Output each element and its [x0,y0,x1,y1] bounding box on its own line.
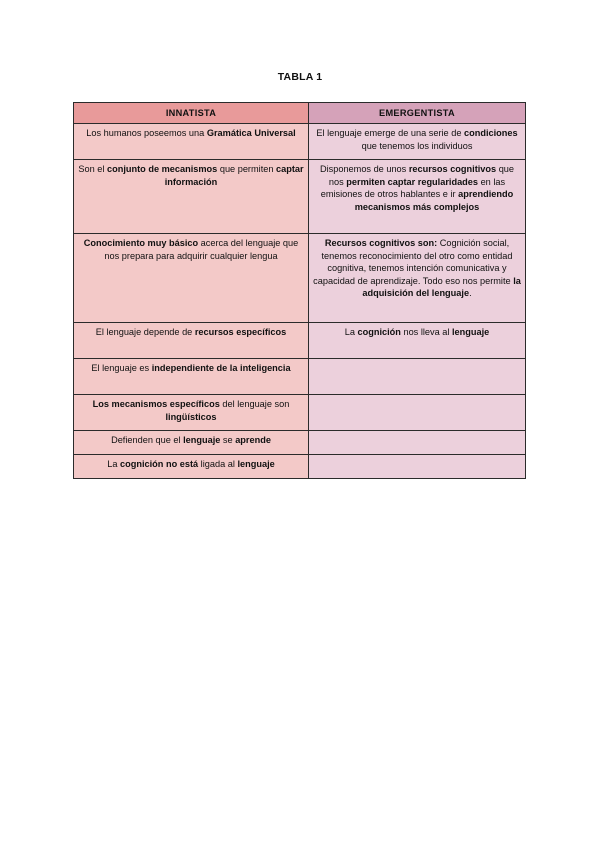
bold-text: Gramática Universal [206,128,296,138]
cell-text: Disponemos de unos [319,164,409,174]
cell-innatista [74,395,309,431]
bold-text: condiciones [464,128,518,138]
bold-text: lenguaje [237,459,275,469]
comparison-table [73,102,526,479]
cell-emergentista [309,431,526,455]
cell-innatista [74,431,309,455]
cell-innatista [74,234,309,323]
bold-text: independiente de la inteligencia [151,363,291,373]
cell-text: nos lleva al [400,327,452,337]
cell-text: del lenguaje son [219,399,290,409]
cell-text: Defienden que el [111,435,184,445]
bold-text: recursos cognitivos [408,164,497,174]
bold-text: aprendiendo mecanismos más complejos [354,189,514,212]
bold-text: cognición no está [120,459,199,469]
cell-text: ligada al [198,459,238,469]
bold-text: lingüísticos [165,411,217,422]
bold-text: captar información [164,164,304,187]
cell-innatista [74,359,309,395]
header-emergentista: EMERGENTISTA [309,103,526,124]
cell-innatista [74,124,309,160]
bold-text: Conocimiento muy básico [83,238,199,248]
cell-emergentista [309,160,526,234]
cell-text: se [220,435,236,445]
bold-text: Los mecanismos específicos [92,399,220,409]
bold-text: la adquisición del lenguaje [362,275,521,299]
cell-emergentista [309,234,526,323]
bold-text: aprende [235,435,271,445]
table-header-row [74,103,526,124]
cell-emergentista [309,323,526,359]
cell-text: El lenguaje depende de [95,327,195,337]
bold-text: Recursos cognitivos son: [324,238,438,248]
cell-text: . [469,288,472,299]
cell-text: acerca del lenguaje que nos prepara para adquirir cualquier lengua [104,238,299,261]
cell-emergentista [309,359,526,395]
cell-innatista [74,455,309,479]
cell-emergentista [309,124,526,160]
cell-innatista [74,323,309,359]
cell-text: que nos [328,164,515,187]
table-row [74,124,526,160]
cell-text: Son el [78,164,107,174]
cell-text: que permiten [217,164,277,174]
header-innatista: INNATISTA [74,103,309,124]
cell-text: Los humanos poseemos una [86,128,207,138]
bold-text: conjunto de mecanismos [107,164,218,174]
cell-text: El lenguaje es [91,363,152,373]
table-row [74,160,526,234]
table-row [74,359,526,395]
bold-text: lenguaje [451,327,490,337]
cell-text: en las emisiones de otros hablantes e ir [320,176,506,200]
bold-text: cognición [357,327,401,337]
table-row [74,431,526,455]
bold-text: permiten captar regularidades [346,176,479,187]
cell-text: El lenguaje emerge de una serie de [316,128,464,138]
table-row [74,323,526,359]
cell-text: que tenemos los individuos [361,140,473,151]
cell-emergentista [309,455,526,479]
cell-emergentista [309,395,526,431]
cell-text: La [107,459,121,469]
table-row [74,234,526,323]
table-row [74,455,526,479]
cell-text: La [344,327,358,337]
cell-text: Cognición social, tenemos reconocimiento del otro como entidad cognitiva, tenemos intención comunicativa y capacidad de aprendizaje. Todo eso nos permite [313,238,514,286]
table-title: TABLA 1 [277,71,323,83]
bold-text: recursos específicos [194,327,287,337]
table-row [74,395,526,431]
cell-innatista [74,160,309,234]
bold-text: lenguaje [183,435,221,445]
